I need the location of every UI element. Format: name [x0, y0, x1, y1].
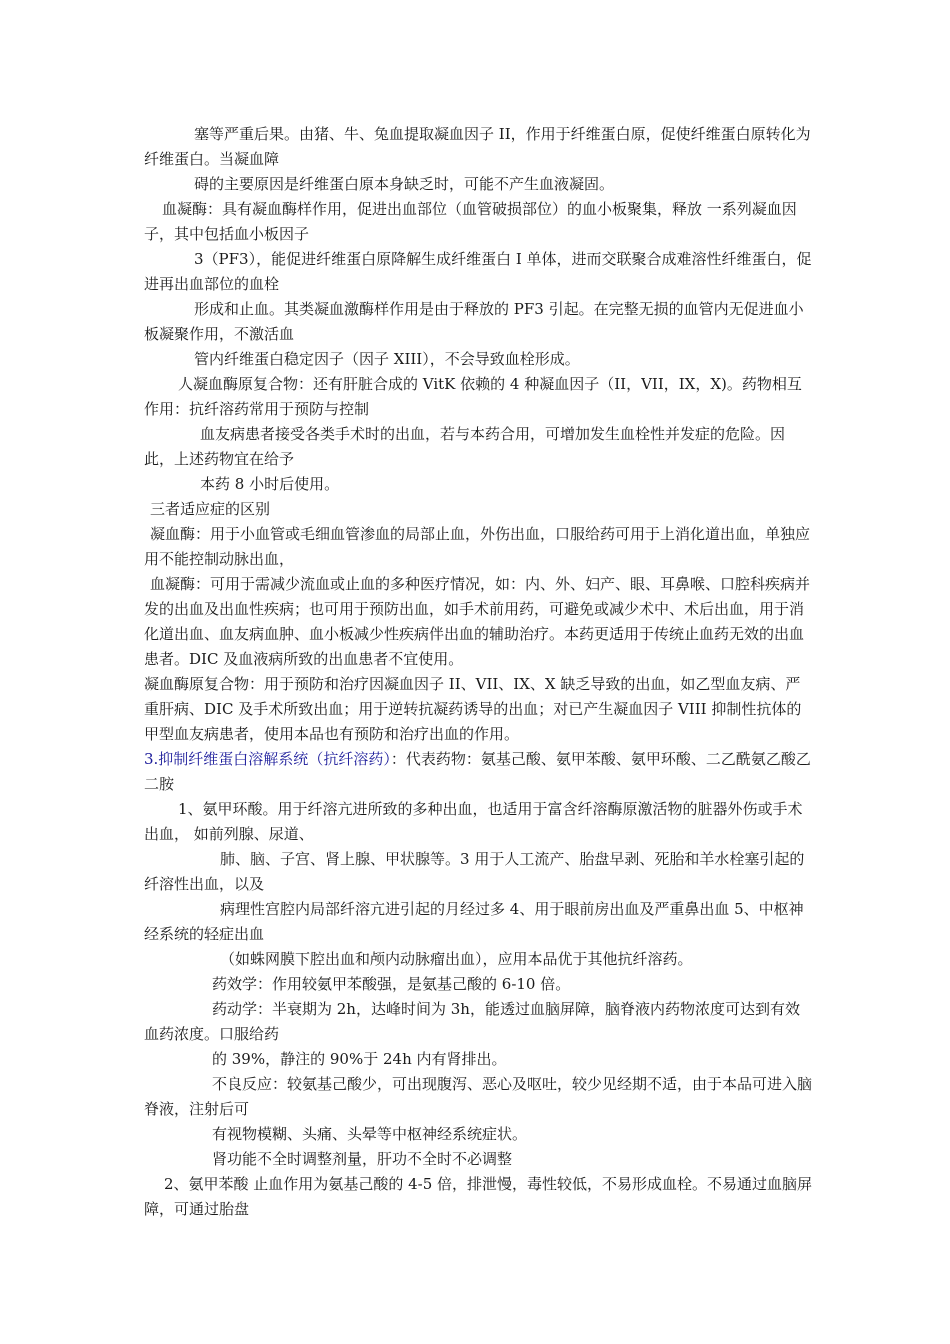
paragraph: 血凝酶：可用于需减少流血或止血的多种医疗情况，如：内、外、妇产、眼、耳鼻喉、口腔科疾病并发的出血及出血性疾病；也可用于预防出血，如手术前用药，可避免或减少术中、术后出血，用于消化道出血、血友病血肿、血小板减少性疾病伴出血的辅助治疗。本药更适用于传统止血药无效的出血患者。DIC 及血液病所致的出血患者不宜使用。 [144, 575, 811, 668]
paragraph: 肾功能不全时调整剂量，肝功不全时不必调整 [212, 1150, 513, 1168]
paragraph: 形成和止血。其类凝血激酶样作用是由于释放的 PF3 引起。在完整无损的血管内无促进血小板凝聚作用，不激活血 [144, 300, 804, 343]
paragraph: 病理性宫腔内局部纤溶亢进引起的月经过多 4、用于眼前房出血及严重鼻出血 5、中枢神经系统的轻症出血 [144, 900, 804, 943]
paragraph: 2、氨甲苯酸 止血作用为氨基己酸的 4-5 倍，排泄慢，毒性较低，不易形成血栓。不易通过血脑屏障，可通过胎盘 [144, 1175, 813, 1218]
section-heading: 三者适应症的区别 [150, 500, 271, 518]
paragraph: 1、氨甲环酸。用于纤溶亢进所致的多种出血，也适用于富含纤溶酶原激活物的脏器外伤或手术出血， 如前列腺、尿道、 [144, 800, 803, 843]
paragraph: 血友病患者接受各类手术时的出血，若与本药合用，可增加发生血栓性并发症的危险。因此，上述药物宜在给予 [144, 425, 786, 468]
paragraph: 的 39%，静注的 90%于 24h 内有肾排出。 [212, 1050, 507, 1068]
paragraph: 人凝血酶原复合物：还有肝脏合成的 VitK 依赖的 4 种凝血因子（II，VII，IX，X)。药物相互作用：抗纤溶药常用于预防与控制 [144, 375, 802, 418]
paragraph: 3（PF3），能促进纤维蛋白原降解生成纤维蛋白 I 单体，进而交联聚合成难溶性纤维蛋白，促进再出血部位的血栓 [144, 250, 812, 293]
paragraph: 肺、脑、子宫、肾上腺、甲状腺等。3 用于人工流产、胎盘早剥、死胎和羊水栓塞引起的纤溶性出血，以及 [144, 850, 805, 893]
paragraph: 不良反应：较氨基己酸少，可出现腹泻、恶心及呕吐，较少见经期不适，由于本品可进入脑脊液，注射后可 [144, 1075, 813, 1118]
paragraph: 药动学：半衰期为 2h，达峰时间为 3h，能透过血脑屏障，脑脊液内药物浓度可达到有效血药浓度。口服给药 [144, 1000, 800, 1043]
paragraph: （如蛛网膜下腔出血和颅内动脉瘤出血），应用本品优于其他抗纤溶药。 [220, 950, 693, 968]
paragraph: 管内纤维蛋白稳定因子（因子 XIII），不会导致血栓形成。 [194, 350, 580, 368]
paragraph: 本药 8 小时后使用。 [200, 475, 340, 493]
section-title-link: 3.抑制纤维蛋白溶解系统（抗纤溶药） [144, 750, 391, 768]
paragraph: 凝血酶原复合物：用于预防和治疗因凝血因子 II、VII、IX、X 缺乏导致的出血，如乙型血友病、严重肝病、DIC 及手术所致出血；用于逆转抗凝药诱导的出血；对已产生凝血因子 VIII 抑制性抗体的甲型血友病患者，使用本品也有预防和治疗出血的作用。 [144, 675, 802, 743]
paragraph [144, 747, 812, 797]
paragraph: 塞等严重后果。由猪、牛、兔血提取凝血因子 II，作用于纤维蛋白原，促使纤维蛋白原转化为纤维蛋白。当凝血障 [144, 125, 811, 168]
paragraph: 凝血酶：用于小血管或毛细血管渗血的局部止血，外伤出血，口服给药可用于上消化道出血，单独应用不能控制动脉出血， [144, 525, 811, 568]
paragraph-text: ：代表药物：氨基己酸、氨甲苯酸、氨甲环酸、二乙酰氨乙酸乙二胺 [144, 750, 811, 793]
paragraph: 血凝酶：具有凝血酶样作用，促进出血部位（血管破损部位）的血小板聚集，释放 一系列凝血因子，其中包括血小板因子 [144, 200, 797, 243]
paragraph: 有视物模糊、头痛、头晕等中枢神经系统症状。 [212, 1125, 528, 1143]
paragraph: 药效学：作用较氨甲苯酸强，是氨基己酸的 6-10 倍。 [212, 975, 571, 993]
document-body [144, 122, 812, 1222]
paragraph: 碍的主要原因是纤维蛋白原本身缺乏时，可能不产生血液凝固。 [194, 175, 615, 193]
